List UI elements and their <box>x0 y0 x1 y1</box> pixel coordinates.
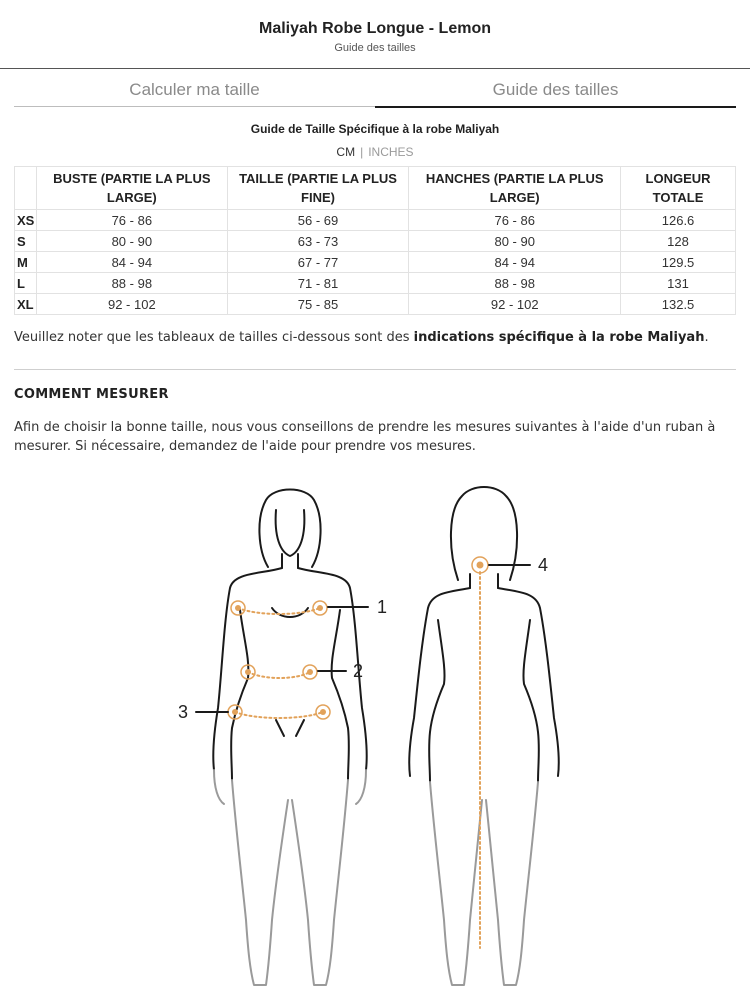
how-to-measure-title: COMMENT MESURER <box>14 387 169 402</box>
how-to-measure-text: Afin de choisir la bonne taille, nous vous conseillons de prendre les mesures suivantes à l'aide d'un ruban à mesurer. Si nécessaire, demandez de l'aide pour prendre vos mesures. <box>14 420 716 454</box>
header-hips: HANCHES (PARTIE LA PLUS LARGE) <box>409 167 621 210</box>
waist-value: 71 - 81 <box>227 273 409 294</box>
unit-separator: | <box>360 145 364 159</box>
header <box>0 0 750 70</box>
table-row <box>15 273 736 294</box>
section-divider <box>14 369 736 370</box>
front-legs <box>214 770 366 985</box>
product-subtitle: Guide des tailles <box>334 42 416 54</box>
unit-cm-toggle[interactable]: CM <box>336 145 356 159</box>
header-total-length: LONGEUR TOTALE <box>621 167 736 210</box>
tab-bar <box>14 80 736 108</box>
bust-value: 80 - 90 <box>36 231 227 252</box>
back-legs <box>430 782 538 985</box>
label-bust: 1 <box>377 597 388 617</box>
front-figure <box>213 490 367 781</box>
bust-value: 84 - 94 <box>36 252 227 273</box>
tab-calculate-size[interactable]: Calculer ma taille <box>14 80 375 107</box>
product-title: Maliyah Robe Longue - Lemon <box>258 20 491 37</box>
header-waist: TAILLE (PARTIE LA PLUS FINE) <box>227 167 409 210</box>
size-guide-title: Guide de Taille Spécifique à la robe Maliyah <box>250 122 500 136</box>
hips-value: 80 - 90 <box>409 231 621 252</box>
waist-value: 75 - 85 <box>227 294 409 315</box>
unit-inches-toggle[interactable]: INCHES <box>368 145 414 159</box>
size-label: S <box>15 231 37 252</box>
hips-value: 76 - 86 <box>409 210 621 231</box>
length-value: 131 <box>621 273 736 294</box>
length-value: 126.6 <box>621 210 736 231</box>
length-value: 129.5 <box>621 252 736 273</box>
length-value: 128 <box>621 231 736 252</box>
length-value: 132.5 <box>621 294 736 315</box>
waist-value: 63 - 73 <box>227 231 409 252</box>
bust-value: 92 - 102 <box>36 294 227 315</box>
label-waist: 2 <box>353 661 364 681</box>
size-label: M <box>15 252 37 273</box>
size-label: XS <box>15 210 37 231</box>
measurement-diagram <box>0 470 750 1000</box>
label-hips: 3 <box>178 702 189 722</box>
table-row <box>15 252 736 273</box>
size-label: XL <box>15 294 37 315</box>
table-row <box>15 231 736 252</box>
note-emphasis: indications spécifique à la robe Maliyah <box>413 330 705 345</box>
measurement-waist <box>241 665 346 679</box>
measurement-length <box>472 557 530 948</box>
bust-value: 88 - 98 <box>36 273 227 294</box>
note-prefix: Veuillez noter que les tableaux de tailles ci-dessous sont des <box>14 330 414 345</box>
note-suffix: . <box>704 330 709 345</box>
table-header-row <box>15 167 736 210</box>
header-size <box>15 167 37 210</box>
unit-switcher <box>0 145 750 159</box>
size-note <box>14 330 736 345</box>
header-divider <box>0 68 750 69</box>
bust-value: 76 - 86 <box>36 210 227 231</box>
header-bust: BUSTE (PARTIE LA PLUS LARGE) <box>36 167 227 210</box>
table-row <box>15 210 736 231</box>
waist-value: 56 - 69 <box>227 210 409 231</box>
tab-size-guide[interactable]: Guide des tailles <box>375 80 736 108</box>
measurement-bust <box>231 601 368 615</box>
hips-value: 92 - 102 <box>409 294 621 315</box>
hips-value: 84 - 94 <box>409 252 621 273</box>
hips-value: 88 - 98 <box>409 273 621 294</box>
size-label: L <box>15 273 37 294</box>
label-length: 4 <box>538 555 549 575</box>
table-row <box>15 294 736 315</box>
size-table <box>14 166 736 315</box>
back-figure <box>409 487 559 782</box>
waist-value: 67 - 77 <box>227 252 409 273</box>
